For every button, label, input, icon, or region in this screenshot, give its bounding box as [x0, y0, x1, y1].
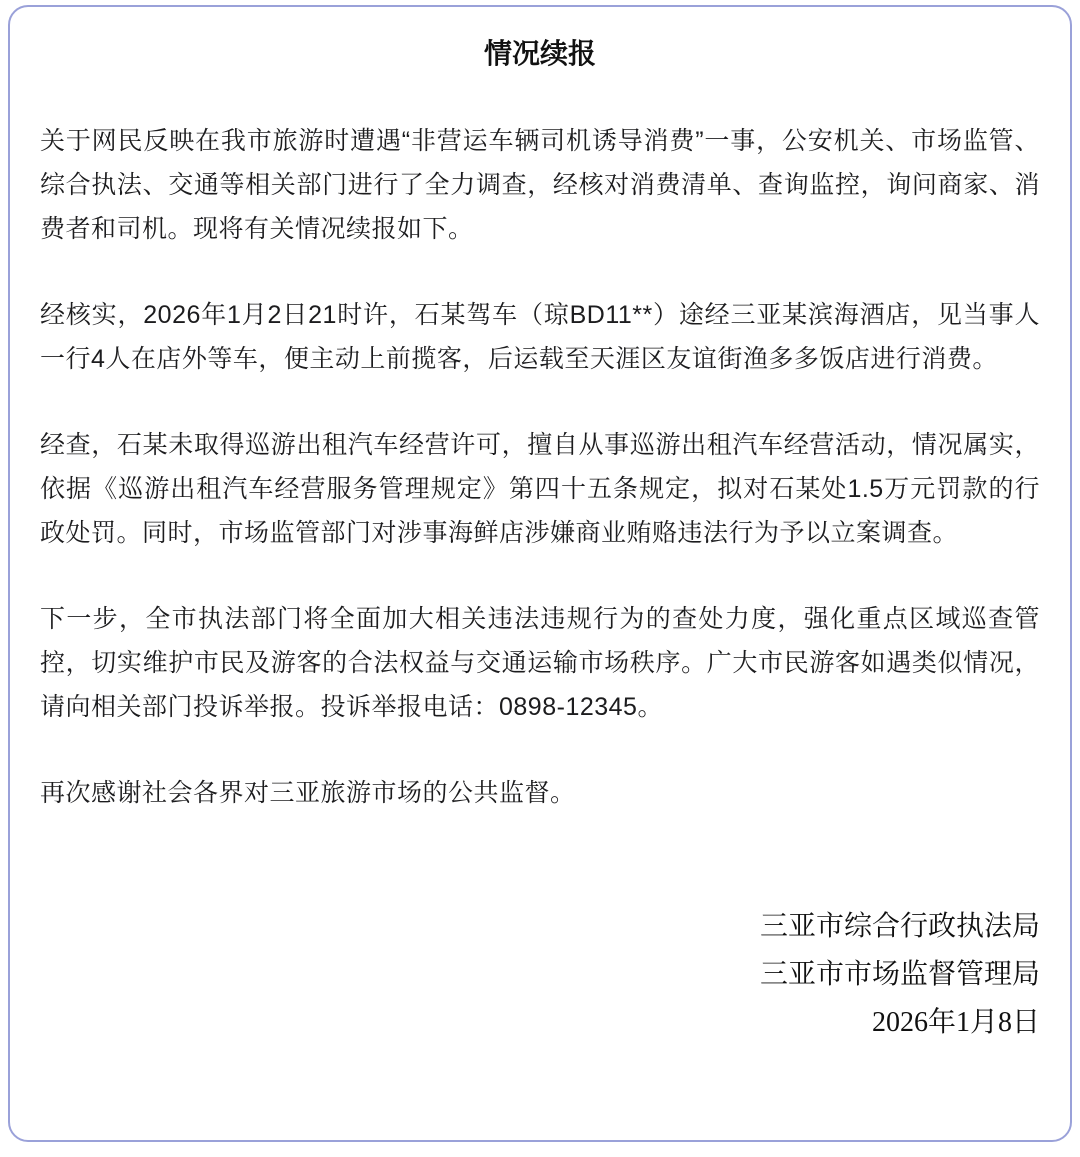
notice-title: 情况续报 — [483, 39, 596, 70]
paragraph-intro: 关于网民反映在我市旅游时遭遇“非营运车辆司机诱导消费”一事，公安机关、市场监管、综合执法、交通等相关部门进行了全力调查，经核对消费清单、查询监控，询问商家、消费者和司机。现将有关情况续报如下。 — [40, 127, 1040, 243]
signature-agency-2: 三亚市市场监督管理局 — [759, 959, 1040, 990]
paragraph-thanks: 再次感谢社会各界对三亚旅游市场的公共监督。 — [40, 779, 576, 807]
signature-agency-1: 三亚市综合行政执法局 — [759, 911, 1040, 942]
signature-block — [40, 903, 1040, 1047]
paragraph-penalty: 经查，石某未取得巡游出租汽车经营许可，擅自从事巡游出租汽车经营活动，情况属实，依据《巡游出租汽车经营服务管理规定》第四十五条规定，拟对石某处1.5万元罚款的行政处罚。同时，市场监管部门对涉事海鲜店涉嫌商业贿赂违法行为予以立案调查。 — [40, 431, 1040, 547]
paragraph-next-steps: 下一步，全市执法部门将全面加大相关违法违规行为的查处力度，强化重点区域巡查管控，切实维护市民及游客的合法权益与交通运输市场秩序。广大市民游客如遇类似情况，请向相关部门投诉举报。投诉举报电话：0898-12345。 — [40, 605, 1040, 721]
notice-card — [8, 5, 1072, 1142]
signature-date: 2026年1月8日 — [871, 1007, 1040, 1038]
paragraph-incident-facts: 经核实，2026年1月2日21时许，石某驾车（琼BD11**）途经三亚某滨海酒店，见当事人一行4人在店外等车，便主动上前揽客，后运载至天涯区友谊街渔多多饭店进行消费。 — [40, 301, 1040, 373]
